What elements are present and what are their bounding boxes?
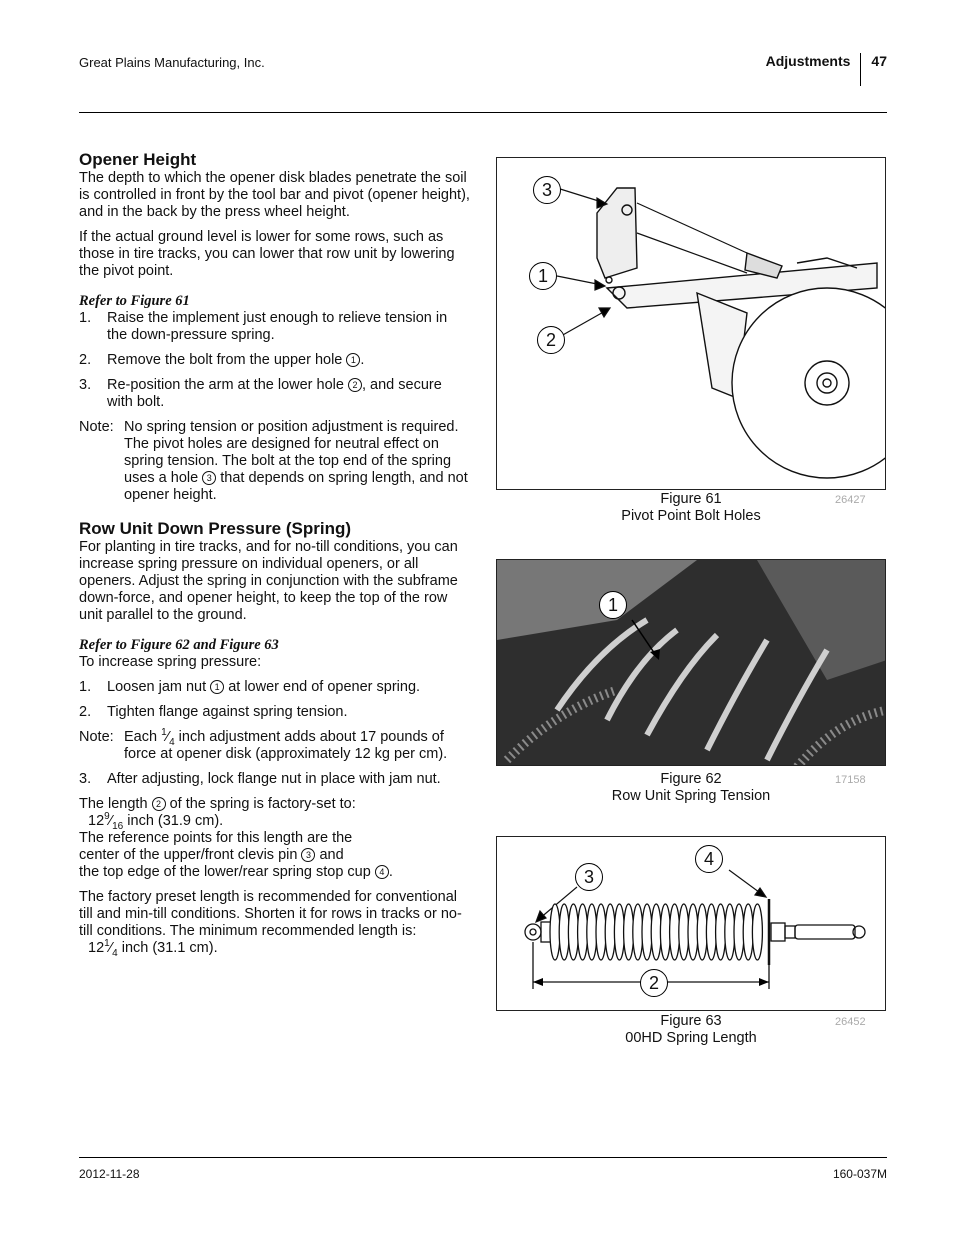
spring-coil — [559, 904, 569, 960]
header-divider — [860, 53, 861, 86]
spring-coil — [578, 904, 588, 960]
callout-3: 3 — [575, 863, 603, 891]
figure-63-number: 26452 — [835, 1016, 866, 1028]
opener-steps — [79, 310, 471, 411]
spring-coil — [633, 904, 643, 960]
spring-coil — [651, 904, 661, 960]
rowunit-step-1: 1. Loosen jam nut 1 at lower end of opener spring. — [79, 679, 421, 695]
spring-coil — [550, 904, 560, 960]
spring-coil — [679, 904, 689, 960]
spring-coil — [596, 904, 606, 960]
spring-coil — [624, 904, 634, 960]
rowunit-p1: For planting in tire tracks, and for no-till conditions, you can increase spring pressure on individual openers, or all openers. Adjust the spring in conjunction with the subframe down-force, and opener height, to keep the top of the row unit parallel to the ground. — [79, 539, 458, 623]
spring-coil — [568, 904, 578, 960]
spring-length-value: $12^9⁄_{16}$ inch (31.9 cm). — [88, 811, 224, 832]
callout-3-symbol: 3 — [202, 471, 216, 485]
callout-2-symbol: 2 — [348, 378, 362, 392]
section-title: Adjustments — [765, 53, 851, 69]
opener-height-section — [79, 150, 471, 957]
row-unit-title: Row Unit Down Pressure (Spring) — [79, 519, 352, 538]
spring-length: The length 2 of the spring is factory-set to: — [79, 796, 356, 812]
opener-step-3: 3. Re-position the arm at the lower hole 2 , and secure with bolt. — [79, 377, 442, 410]
footer-date: 2012-11-28 — [79, 1167, 140, 1181]
rowunit-steps — [79, 679, 471, 721]
opener-p2: If the actual ground level is lower for some rows, such as those in tire tracks, you can lower that row unit by lowering the pivot point. — [79, 229, 455, 279]
opener-ref: Refer to Figure 61 — [79, 293, 190, 309]
reference-line-2: center of the upper/front clevis pin 3 and — [79, 847, 344, 863]
callout-2: 2 — [640, 969, 668, 997]
callout-4: 4 — [695, 845, 723, 873]
footer-doc-number: 160-037M — [832, 1167, 887, 1181]
spring-coil — [642, 904, 652, 960]
callout-2: 2 — [537, 326, 565, 354]
spring-photo — [497, 560, 886, 766]
spring-coil — [725, 904, 735, 960]
spring-coil — [697, 904, 707, 960]
reference-line-3: the top edge of the lower/rear spring stop cup 4 . — [79, 864, 393, 880]
spring-coil — [688, 904, 698, 960]
rowunit-step-3: 3. After adjusting, lock flange nut in place with jam nut. — [79, 771, 441, 787]
spring-coil — [706, 904, 716, 960]
opener-height-title: Opener Height — [79, 150, 197, 169]
rowunit-intro: To increase spring pressure: — [79, 654, 262, 670]
callout-1-symbol: 1 — [346, 353, 360, 367]
spring-length-diagram — [497, 837, 886, 1011]
reference-line-1: The reference points for this length are the — [79, 830, 353, 846]
callout-1: 1 — [529, 262, 557, 290]
pivot-diagram — [497, 158, 886, 490]
figure-63-image — [496, 836, 886, 1011]
spring-coil — [716, 904, 726, 960]
spring-coil — [660, 904, 670, 960]
figure-61-number: 26427 — [835, 494, 866, 506]
footer-rule — [79, 1157, 887, 1158]
figure-61-caption: Figure 61 Pivot Point Bolt Holes — [621, 491, 761, 524]
opener-step-2: 2. Remove the bolt from the upper hole 1 . — [79, 352, 365, 368]
spring-coil — [743, 904, 753, 960]
minimum-length-value: $12^1⁄_4$ inch (31.1 cm). — [88, 938, 218, 959]
opener-step-1: 1. Raise the implement just enough to relieve tension in the down-pressure spring. — [79, 310, 448, 343]
figure-63-caption: Figure 63 00HD Spring Length — [625, 1013, 757, 1046]
figure-62-number: 17158 — [835, 774, 866, 786]
spring-coil — [752, 904, 762, 960]
header-company: Great Plains Manufacturing, Inc. — [79, 55, 265, 70]
rowunit-ref: Refer to Figure 62 and Figure 63 — [79, 637, 279, 653]
spring-coil — [670, 904, 680, 960]
page-number: 47 — [871, 53, 887, 69]
opener-note: Note: No spring tension or position adjustment is required. The pivot holes are designed for neutral effect on spring tension. The bolt at the top end of the spring uses a hole 3 that depends on spring length, and not opener height. — [79, 419, 468, 503]
figure-61-image — [496, 157, 886, 490]
header-section — [766, 53, 887, 86]
factory-preset: The factory preset length is recommended for conventional till and min-till conditions. Shorten it for rows in tracks or no-till conditions. The minimum recommended length is: — [79, 889, 462, 939]
header-rule — [79, 112, 887, 113]
rowunit-step-2: 2. Tighten flange against spring tension. — [79, 704, 348, 720]
figure-62-image — [496, 559, 886, 766]
callout-3: 3 — [533, 176, 561, 204]
opener-p1: The depth to which the opener disk blades penetrate the soil is controlled in front by the tool bar and pivot (opener height), and in the back by the press wheel height. — [79, 170, 470, 220]
spring-coil — [734, 904, 744, 960]
figure-62-caption: Figure 62 Row Unit Spring Tension — [611, 771, 771, 804]
spring-coil — [605, 904, 615, 960]
spring-coil — [614, 904, 624, 960]
rowunit-note: Note: Each $^1⁄_4$ inch adjustment adds about 17 pounds of force at opener disk (approximately 12 kg per cm). — [79, 727, 448, 762]
callout-1: 1 — [599, 591, 627, 619]
spring-coil — [587, 904, 597, 960]
